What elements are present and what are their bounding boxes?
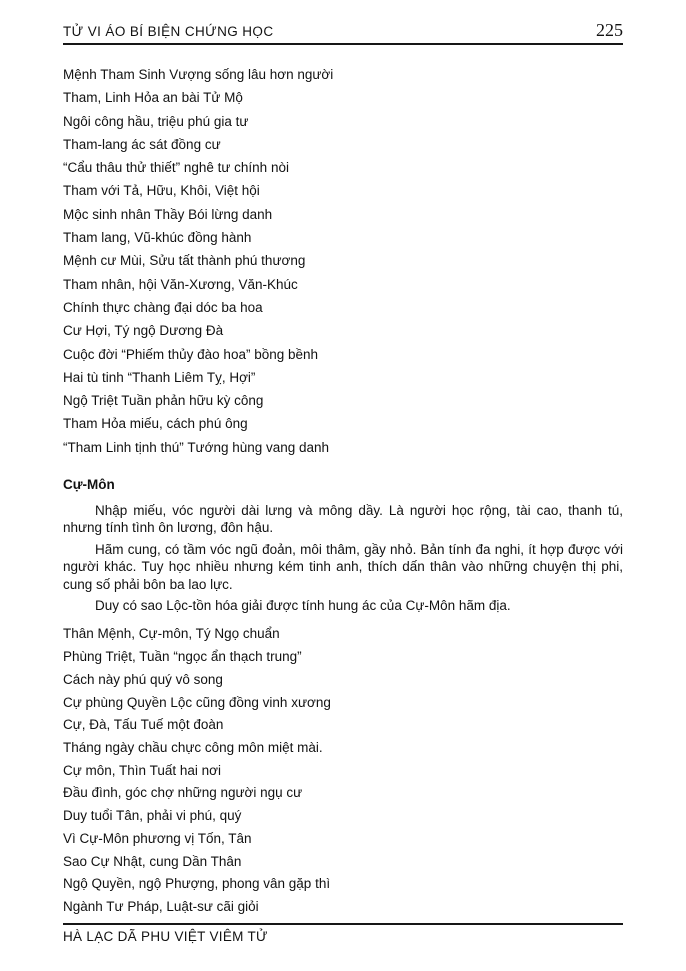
- page-footer: [63, 923, 623, 946]
- verse-line: Cư Hợi, Tý ngộ Dương Đà: [63, 323, 224, 339]
- verse-line: Cự môn, Thìn Tuất hai nơi: [63, 762, 221, 778]
- verse-line: Cự phùng Quyền Lộc cũng đồng vinh xương: [63, 694, 331, 710]
- page-number: 225: [596, 20, 623, 40]
- verse-line: Duy tuổi Tân, phải vi phú, quý: [63, 808, 242, 824]
- section-heading: Cự-Môn: [63, 477, 115, 493]
- verse-line: Mệnh Tham Sinh Vượng sống lâu hơn người: [63, 67, 334, 82]
- verse-line: Ngộ Quyền, ngộ Phượng, phong vân gặp thì: [63, 876, 331, 892]
- verse-line: Tham với Tả, Hữu, Khôi, Việt hội: [63, 183, 260, 199]
- verse-line: Tham nhân, hội Văn-Xương, Văn-Khúc: [63, 276, 298, 292]
- verse-line: Mộc sinh nhân Thầy Bói lừng danh: [63, 206, 273, 222]
- verse-line: Tháng ngày chầu chực công môn miệt mài.: [63, 740, 323, 755]
- verse-line: Phùng Triệt, Tuần “ngọc ẩn thạch trung”: [63, 649, 302, 665]
- footer-text: HÀ LẠC DÃ PHU VIỆT VIÊM TỬ: [63, 929, 268, 944]
- paragraph: Hãm cung, có tầm vóc ngũ đoản, môi thâm, gầy nhỏ. Bản tính đa nghi, ít hợp được với người khác. Tuy học nhiều nhưng kém tinh anh, thích dấn thân vào những chuyện thị phi, cung số phải bôn ba lao lực.: [63, 541, 623, 592]
- verse-line: Ngành Tư Pháp, Luật-sư cãi giỏi: [63, 898, 259, 914]
- verse-block-bottom: [63, 623, 623, 918]
- verse-line: Tham-lang ác sát đồng cư: [63, 136, 221, 152]
- verse-line: Chính thực chàng đại dóc ba hoa: [63, 299, 263, 315]
- verse-line: Mệnh cư Mùi, Sửu tất thành phú thương: [63, 253, 306, 269]
- verse-line: Ngộ Triệt Tuần phản hữu kỳ công: [63, 393, 264, 409]
- verse-line: “Cẩu thâu thử thiết” nghê tư chính nòi: [63, 160, 289, 176]
- verse-line: Tham, Linh Hỏa an bài Tử Mộ: [63, 90, 243, 106]
- verse-line: Cự, Đà, Tấu Tuế một đoàn: [63, 717, 224, 733]
- verse-line: Sao Cự Nhật, cung Dần Thân: [63, 853, 242, 869]
- verse-line: Cách này phú quý vô song: [63, 671, 223, 687]
- verse-line: Tham lang, Vũ-khúc đồng hành: [63, 230, 252, 246]
- page-header: [63, 0, 623, 45]
- verse-line: Đầu đình, góc chợ những người ngụ cư: [63, 785, 303, 801]
- page-content: [63, 0, 623, 919]
- verse-line: Cuộc đời “Phiếm thủy đào hoa” bồng bềnh: [63, 346, 319, 362]
- verse-line: Vì Cự-Môn phương vị Tốn, Tân: [63, 830, 252, 846]
- book-title: TỬ VI ÁO BÍ BIỆN CHỨNG HỌC: [63, 24, 274, 39]
- verse-line: Ngôi công hầu, triệu phú gia tư: [63, 113, 249, 129]
- verse-line: Tham Hỏa miếu, cách phú ông: [63, 416, 248, 432]
- paragraph: Nhập miếu, vóc người dài lưng và mông dầy. Là người học rộng, tài cao, thanh tú, nhưng tính tình ôn lương, đôn hậu.: [63, 503, 623, 536]
- verse-line: Thân Mệnh, Cự-môn, Tý Ngọ chuẩn: [63, 626, 280, 642]
- verse-line: “Tham Linh tịnh thú” Tướng hùng vang danh: [63, 439, 330, 455]
- paragraph: Duy có sao Lộc-tồn hóa giải được tính hung ác của Cự-Môn hãm địa.: [95, 598, 511, 614]
- verse-line: Hai tù tinh “Thanh Liêm Tỵ, Hợi”: [63, 369, 256, 385]
- verse-block-top: [63, 63, 623, 459]
